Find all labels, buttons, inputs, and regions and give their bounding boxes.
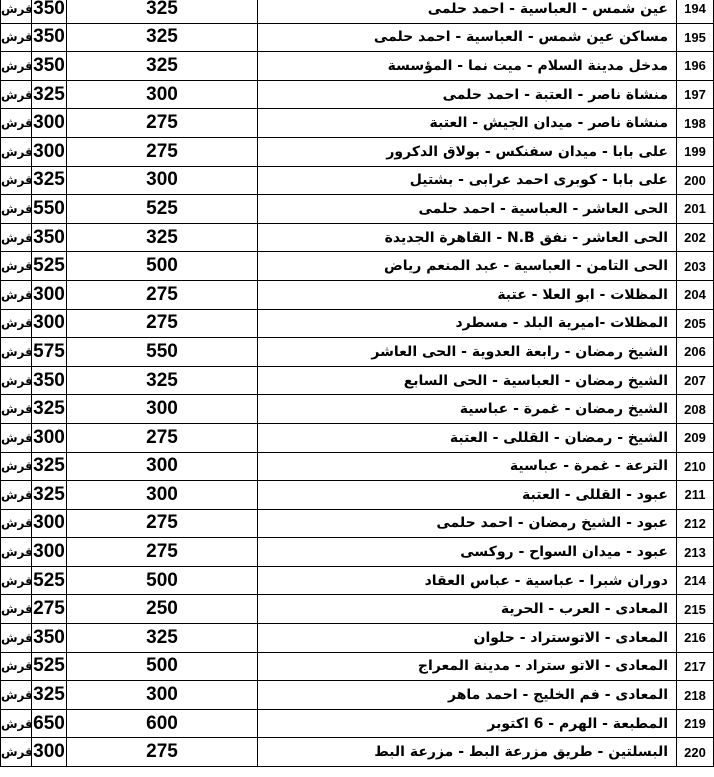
old-fare-cell: 550 — [67, 338, 258, 367]
line-number-cell: 211 — [677, 481, 714, 510]
new-fare-cell: 300 — [32, 109, 67, 138]
table-row — [1, 566, 714, 595]
currency-unit-cell: قرش — [1, 80, 32, 109]
old-fare-cell: 500 — [67, 566, 258, 595]
new-fare-cell: 525 — [32, 566, 67, 595]
fares-table-body — [1, 0, 714, 767]
table-row — [1, 509, 714, 538]
line-number-cell: 212 — [677, 509, 714, 538]
route-cell: منشاة ناصر - ميدان الجيش - العتبة — [258, 109, 677, 138]
old-fare-cell: 500 — [67, 652, 258, 681]
route-cell: الشيخ رمضان - غمرة - عباسية — [258, 395, 677, 424]
route-cell: عبود - ميدان السواح - روكسى — [258, 538, 677, 567]
line-number-cell: 203 — [677, 252, 714, 281]
table-row — [1, 452, 714, 481]
currency-unit-cell: قرش — [1, 423, 32, 452]
old-fare-cell: 300 — [67, 452, 258, 481]
new-fare-cell: 300 — [32, 137, 67, 166]
route-cell: الشيخ رمضان - العباسية - الحى السابع — [258, 366, 677, 395]
new-fare-cell: 325 — [32, 80, 67, 109]
new-fare-cell: 300 — [32, 280, 67, 309]
new-fare-cell: 325 — [32, 481, 67, 510]
route-cell: المظلات - ابو العلا - عتبة — [258, 280, 677, 309]
line-number-cell: 202 — [677, 223, 714, 252]
line-number-cell: 207 — [677, 366, 714, 395]
table-row — [1, 366, 714, 395]
old-fare-cell: 275 — [67, 738, 258, 767]
line-number-cell: 204 — [677, 280, 714, 309]
old-fare-cell: 525 — [67, 195, 258, 224]
table-row — [1, 681, 714, 710]
line-number-cell: 220 — [677, 738, 714, 767]
route-cell: دوران شبرا - عباسية - عباس العقاد — [258, 566, 677, 595]
currency-unit-cell: قرش — [1, 223, 32, 252]
line-number-cell: 205 — [677, 309, 714, 338]
new-fare-cell: 300 — [32, 309, 67, 338]
currency-unit-cell: قرش — [1, 566, 32, 595]
old-fare-cell: 300 — [67, 166, 258, 195]
line-number-cell: 195 — [677, 23, 714, 52]
currency-unit-cell: قرش — [1, 166, 32, 195]
line-number-cell: 216 — [677, 624, 714, 653]
new-fare-cell: 350 — [32, 223, 67, 252]
old-fare-cell: 600 — [67, 709, 258, 738]
line-number-cell: 210 — [677, 452, 714, 481]
line-number-cell: 206 — [677, 338, 714, 367]
currency-unit-cell: قرش — [1, 595, 32, 624]
route-cell: مدخل مدينة السلام - ميت نما - المؤسسة — [258, 52, 677, 81]
line-number-cell: 196 — [677, 52, 714, 81]
route-cell: منشاة ناصر - العتبة - احمد حلمى — [258, 80, 677, 109]
new-fare-cell: 550 — [32, 195, 67, 224]
route-cell: على بابا - كوبرى احمد عرابى - بشتيل — [258, 166, 677, 195]
currency-unit-cell: قرش — [1, 509, 32, 538]
line-number-cell: 217 — [677, 652, 714, 681]
line-number-cell: 218 — [677, 681, 714, 710]
old-fare-cell: 325 — [67, 223, 258, 252]
old-fare-cell: 275 — [67, 309, 258, 338]
new-fare-cell: 350 — [32, 0, 67, 23]
old-fare-cell: 325 — [67, 624, 258, 653]
new-fare-cell: 525 — [32, 652, 67, 681]
old-fare-cell: 275 — [67, 423, 258, 452]
table-row — [1, 423, 714, 452]
currency-unit-cell: قرش — [1, 109, 32, 138]
new-fare-cell: 525 — [32, 252, 67, 281]
table-row — [1, 137, 714, 166]
new-fare-cell: 300 — [32, 423, 67, 452]
new-fare-cell: 650 — [32, 709, 67, 738]
old-fare-cell: 300 — [67, 395, 258, 424]
currency-unit-cell: قرش — [1, 681, 32, 710]
route-cell: المعادى - الاتوستراد - حلوان — [258, 624, 677, 653]
line-number-cell: 219 — [677, 709, 714, 738]
new-fare-cell: 325 — [32, 452, 67, 481]
table-row — [1, 166, 714, 195]
old-fare-cell: 300 — [67, 481, 258, 510]
old-fare-cell: 325 — [67, 52, 258, 81]
currency-unit-cell: قرش — [1, 195, 32, 224]
new-fare-cell: 300 — [32, 538, 67, 567]
route-cell: المعادى - الاتو ستراد - مدينة المعراج — [258, 652, 677, 681]
old-fare-cell: 500 — [67, 252, 258, 281]
route-cell: عبود - القللى - العتبة — [258, 481, 677, 510]
table-row — [1, 252, 714, 281]
currency-unit-cell: قرش — [1, 652, 32, 681]
route-cell: الحى العاشر - نفق N.B - القاهرة الجديدة — [258, 223, 677, 252]
currency-unit-cell: قرش — [1, 252, 32, 281]
old-fare-cell: 275 — [67, 509, 258, 538]
new-fare-cell: 325 — [32, 166, 67, 195]
route-cell: المعادى - فم الخليج - احمد ماهر — [258, 681, 677, 710]
currency-unit-cell: قرش — [1, 23, 32, 52]
currency-unit-cell: قرش — [1, 280, 32, 309]
table-row — [1, 481, 714, 510]
old-fare-cell: 300 — [67, 681, 258, 710]
route-cell: عين شمس - العباسية - احمد حلمى — [258, 0, 677, 23]
table-row — [1, 223, 714, 252]
line-number-cell: 215 — [677, 595, 714, 624]
table-row — [1, 23, 714, 52]
new-fare-cell: 350 — [32, 52, 67, 81]
table-row — [1, 595, 714, 624]
route-cell: عبود - الشيخ رمضان - احمد حلمى — [258, 509, 677, 538]
route-cell: الشيخ رمضان - رابعة العدوية - الحى العاشر — [258, 338, 677, 367]
table-row — [1, 280, 714, 309]
old-fare-cell: 275 — [67, 280, 258, 309]
currency-unit-cell: قرش — [1, 366, 32, 395]
new-fare-cell: 575 — [32, 338, 67, 367]
old-fare-cell: 300 — [67, 80, 258, 109]
currency-unit-cell: قرش — [1, 738, 32, 767]
table-row — [1, 395, 714, 424]
line-number-cell: 198 — [677, 109, 714, 138]
new-fare-cell: 350 — [32, 23, 67, 52]
line-number-cell: 200 — [677, 166, 714, 195]
currency-unit-cell: قرش — [1, 338, 32, 367]
route-cell: مساكن عين شمس - العباسية - احمد حلمى — [258, 23, 677, 52]
table-row — [1, 309, 714, 338]
currency-unit-cell: قرش — [1, 538, 32, 567]
route-cell: الحى التامن - العباسية - عبد المنعم رياض — [258, 252, 677, 281]
table-row — [1, 338, 714, 367]
currency-unit-cell: قرش — [1, 137, 32, 166]
table-row — [1, 538, 714, 567]
new-fare-cell: 300 — [32, 738, 67, 767]
line-number-cell: 199 — [677, 137, 714, 166]
currency-unit-cell: قرش — [1, 452, 32, 481]
old-fare-cell: 325 — [67, 23, 258, 52]
table-row — [1, 80, 714, 109]
old-fare-cell: 325 — [67, 366, 258, 395]
table-row — [1, 738, 714, 767]
table-row — [1, 624, 714, 653]
route-cell: المطبعة - الهرم - 6 اكتوبر — [258, 709, 677, 738]
table-row — [1, 195, 714, 224]
route-cell: الشيخ - رمضان - القللى - العتبة — [258, 423, 677, 452]
line-number-cell: 213 — [677, 538, 714, 567]
currency-unit-cell: قرش — [1, 481, 32, 510]
old-fare-cell: 275 — [67, 109, 258, 138]
old-fare-cell: 275 — [67, 137, 258, 166]
route-cell: المعادى - العرب - الحرية — [258, 595, 677, 624]
line-number-cell: 194 — [677, 0, 714, 23]
table-row — [1, 652, 714, 681]
old-fare-cell: 275 — [67, 538, 258, 567]
route-cell: البسلتين - طريق مزرعة البط - مزرعة البط — [258, 738, 677, 767]
new-fare-cell: 350 — [32, 366, 67, 395]
line-number-cell: 201 — [677, 195, 714, 224]
currency-unit-cell: قرش — [1, 52, 32, 81]
old-fare-cell: 250 — [67, 595, 258, 624]
table-row — [1, 52, 714, 81]
new-fare-cell: 300 — [32, 509, 67, 538]
new-fare-cell: 325 — [32, 681, 67, 710]
table-row — [1, 0, 714, 23]
currency-unit-cell: قرش — [1, 309, 32, 338]
new-fare-cell: 350 — [32, 624, 67, 653]
route-cell: الحى العاشر - العباسية - احمد حلمى — [258, 195, 677, 224]
old-fare-cell: 325 — [67, 0, 258, 23]
currency-unit-cell: قرش — [1, 0, 32, 23]
new-fare-cell: 325 — [32, 395, 67, 424]
new-fare-cell: 275 — [32, 595, 67, 624]
line-number-cell: 208 — [677, 395, 714, 424]
line-number-cell: 197 — [677, 80, 714, 109]
line-number-cell: 214 — [677, 566, 714, 595]
currency-unit-cell: قرش — [1, 395, 32, 424]
route-cell: المظلات -اميرية البلد - مسطرد — [258, 309, 677, 338]
table-row — [1, 109, 714, 138]
line-number-cell: 209 — [677, 423, 714, 452]
currency-unit-cell: قرش — [1, 709, 32, 738]
currency-unit-cell: قرش — [1, 624, 32, 653]
table-row — [1, 709, 714, 738]
route-cell: الترعة - غمرة - عباسية — [258, 452, 677, 481]
route-cell: على بابا - ميدان سفنكس - بولاق الدكرور — [258, 137, 677, 166]
